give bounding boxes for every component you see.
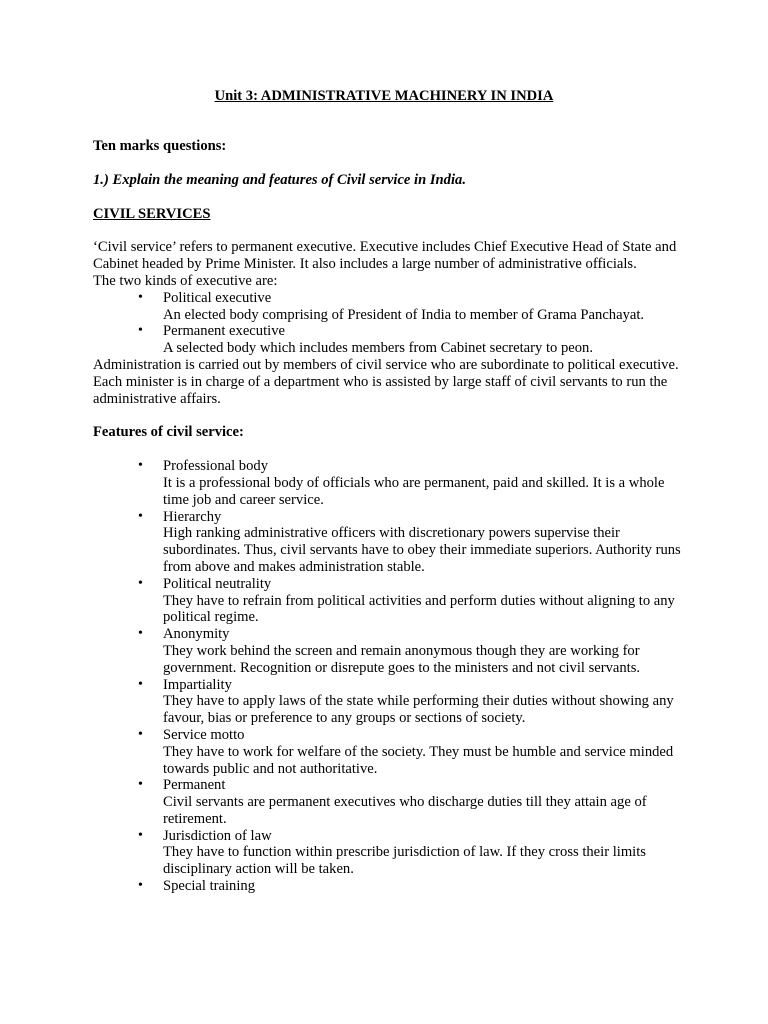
bullet-icon: • [138, 289, 143, 305]
executive-kinds-list [93, 290, 693, 357]
list-item-label: Hierarchy [163, 508, 222, 525]
list-item [93, 458, 693, 508]
document-body [93, 138, 693, 895]
list-item [93, 626, 693, 676]
list-item-desc: High ranking administrative officers with discretionary powers supervise their subordinates. Thus, civil servants have to obey their immediate superiors. Authority runs from above and makes administration stable. [163, 525, 681, 575]
intro-paragraph: ‘Civil service’ refers to permanent executive. Executive includes Chief Executive Head of State and Cabinet headed by Prime Minister. It also includes a large number of administrative officials. [93, 239, 677, 273]
list-item-desc: They have to function within prescribe jurisdiction of law. If they cross their limits disciplinary action will be taken. [163, 844, 646, 878]
list-item [93, 576, 693, 626]
list-item [93, 727, 693, 777]
list-item-label: Political executive [163, 289, 272, 306]
list-item-label: Special training [163, 878, 255, 895]
subheading: Ten marks questions: [93, 138, 227, 154]
list-item-desc: They work behind the screen and remain anonymous though they are working for government. Recognition or disrepute goes to the ministers and not civil servants. [163, 642, 641, 676]
list-item [93, 323, 693, 357]
list-item [93, 509, 693, 576]
list-item-label: Impartiality [163, 676, 232, 693]
list-item [93, 878, 693, 895]
list-item-label: Permanent executive [163, 323, 285, 340]
question-text: 1.) Explain the meaning and features of Civil service in India. [93, 171, 466, 188]
list-item-label: Anonymity [163, 626, 230, 643]
kinds-intro: The two kinds of executive are: [93, 272, 278, 289]
bullet-icon: • [138, 726, 143, 742]
list-item-desc: An elected body comprising of President of India to member of Grama Panchayat. [163, 306, 645, 323]
list-item-desc: Civil servants are permanent executives who discharge duties till they attain age of retirement. [163, 794, 647, 827]
list-item-desc: A selected body which includes members from Cabinet secretary to peon. [163, 340, 593, 357]
list-item-label: Jurisdiction of law [163, 827, 272, 844]
list-item-desc: They have to work for welfare of the society. They must be humble and service minded towards public and not authoritative. [163, 743, 674, 777]
features-heading: Features of civil service: [93, 424, 244, 441]
bullet-icon: • [138, 575, 143, 591]
list-item-label: Professional body [163, 458, 268, 475]
bullet-icon: • [138, 878, 143, 894]
list-item-desc: They have to refrain from political activities and perform duties without aligning to any political regime. [163, 592, 675, 626]
section-title: CIVIL SERVICES [93, 205, 211, 222]
admin-paragraph: Administration is carried out by members of civil service who are subordinate to political executive. Each minister is in charge of a department who is assisted by large staff of civil servants to run the administrative affairs. [93, 356, 679, 407]
list-item-label: Permanent [163, 777, 226, 794]
bullet-icon: • [138, 777, 143, 793]
bullet-icon: • [138, 676, 143, 692]
list-item-label: Service motto [163, 726, 245, 743]
bullet-icon: • [138, 508, 143, 524]
list-item [93, 677, 693, 727]
list-item-desc: It is a professional body of officials who are permanent, paid and skilled. It is a whole time job and career service. [163, 474, 665, 508]
features-list [93, 458, 693, 895]
list-item [93, 290, 693, 324]
bullet-icon: • [138, 827, 143, 843]
bullet-icon: • [138, 323, 143, 339]
list-item-desc: They have to apply laws of the state while performing their duties without showing any favour, bias or preference to any groups or sections of society. [163, 693, 674, 727]
bullet-icon: • [138, 626, 143, 642]
list-item [93, 828, 693, 878]
list-item [93, 777, 693, 827]
document-title: Unit 3: ADMINISTRATIVE MACHINERY IN INDIA [214, 88, 554, 104]
list-item-label: Political neutrality [163, 575, 272, 592]
bullet-icon: • [138, 458, 143, 474]
